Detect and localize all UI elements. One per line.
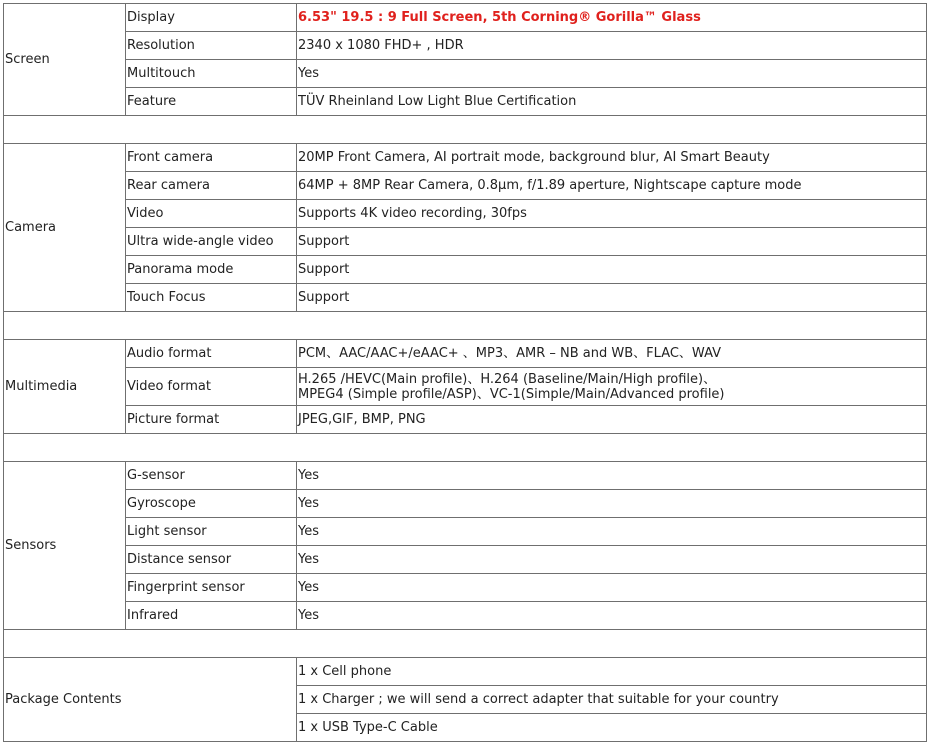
spec-label: Light sensor: [126, 518, 297, 546]
spec-label: G-sensor: [126, 462, 297, 490]
spec-value-line: H.265 /HEVC(Main profile)、H.264 (Baseline/Main/High profile)、: [298, 371, 717, 387]
spacer-cell: [4, 312, 927, 340]
spec-label: Front camera: [126, 144, 297, 172]
spec-label: Multitouch: [126, 60, 297, 88]
spacer-row: [4, 630, 927, 658]
spacer-cell: [4, 630, 927, 658]
table-row: [4, 368, 927, 406]
table-row: [4, 518, 927, 546]
spec-value: 64MP + 8MP Rear Camera, 0.8μm, f/1.89 aperture, Nightscape capture mode: [297, 172, 927, 200]
section-label-camera: Camera: [4, 144, 126, 312]
spec-label: Touch Focus: [126, 284, 297, 312]
spec-label: Distance sensor: [126, 546, 297, 574]
spec-value: 1 x USB Type-C Cable: [297, 714, 927, 742]
spec-label: Gyroscope: [126, 490, 297, 518]
spec-label: Fingerprint sensor: [126, 574, 297, 602]
table-row: [4, 4, 927, 32]
spec-value: Support: [297, 256, 927, 284]
spec-value: Yes: [297, 602, 927, 630]
spec-value: 2340 x 1080 FHD+ , HDR: [297, 32, 927, 60]
spec-value-line: MPEG4 (Simple profile/ASP)、VC-1(Simple/Main/Advanced profile): [298, 386, 725, 402]
table-row: [4, 144, 927, 172]
spec-label: Display: [126, 4, 297, 32]
spacer-cell: [4, 116, 927, 144]
table-row: [4, 60, 927, 88]
spec-value: JPEG,GIF, BMP, PNG: [297, 406, 927, 434]
spacer-row: [4, 434, 927, 462]
table-row: [4, 172, 927, 200]
spec-label: Panorama mode: [126, 256, 297, 284]
spec-label: Ultra wide-angle video: [126, 228, 297, 256]
spec-value: Yes: [297, 546, 927, 574]
table-row: [4, 406, 927, 434]
spec-label: Resolution: [126, 32, 297, 60]
spec-label: Video: [126, 200, 297, 228]
table-row: [4, 284, 927, 312]
section-label-sensors: Sensors: [4, 462, 126, 630]
spec-value: TÜV Rheinland Low Light Blue Certification: [297, 88, 927, 116]
spec-value: Yes: [297, 574, 927, 602]
spec-value: Yes: [297, 462, 927, 490]
spec-value: Support: [297, 228, 927, 256]
spec-value: 1 x Charger ; we will send a correct adapter that suitable for your country: [297, 686, 927, 714]
spec-value: Yes: [297, 60, 927, 88]
spec-label: Rear camera: [126, 172, 297, 200]
spacer-cell: [4, 434, 927, 462]
spec-label: Feature: [126, 88, 297, 116]
table-row: [4, 658, 927, 686]
spec-label: Infrared: [126, 602, 297, 630]
spec-value: PCM、AAC/AAC+/eAAC+ 、MP3、AMR – NB and WB、FLAC、WAV: [297, 340, 927, 368]
table-row: [4, 574, 927, 602]
table-row: [4, 546, 927, 574]
spec-value-video-format: [297, 368, 927, 406]
spec-table: [3, 3, 927, 742]
spacer-row: [4, 312, 927, 340]
spec-value: 20MP Front Camera, AI portrait mode, background blur, AI Smart Beauty: [297, 144, 927, 172]
spec-value: Yes: [297, 518, 927, 546]
table-row: [4, 490, 927, 518]
table-row: [4, 462, 927, 490]
spacer-row: [4, 116, 927, 144]
table-row: [4, 602, 927, 630]
spec-value: Yes: [297, 490, 927, 518]
table-row: [4, 32, 927, 60]
table-row: [4, 200, 927, 228]
section-label-screen: Screen: [4, 4, 126, 116]
table-row: [4, 228, 927, 256]
table-row: [4, 340, 927, 368]
spec-value: 1 x Cell phone: [297, 658, 927, 686]
section-label-multimedia: Multimedia: [4, 340, 126, 434]
spec-label: Picture format: [126, 406, 297, 434]
section-label-package-contents: Package Contents: [4, 658, 297, 742]
table-row: [4, 256, 927, 284]
spec-value-display: 6.53" 19.5 : 9 Full Screen, 5th Corning® Gorilla™ Glass: [297, 4, 927, 32]
spec-label: Video format: [126, 368, 297, 406]
table-row: [4, 88, 927, 116]
spec-value: Support: [297, 284, 927, 312]
spec-label: Audio format: [126, 340, 297, 368]
spec-value: Supports 4K video recording, 30fps: [297, 200, 927, 228]
